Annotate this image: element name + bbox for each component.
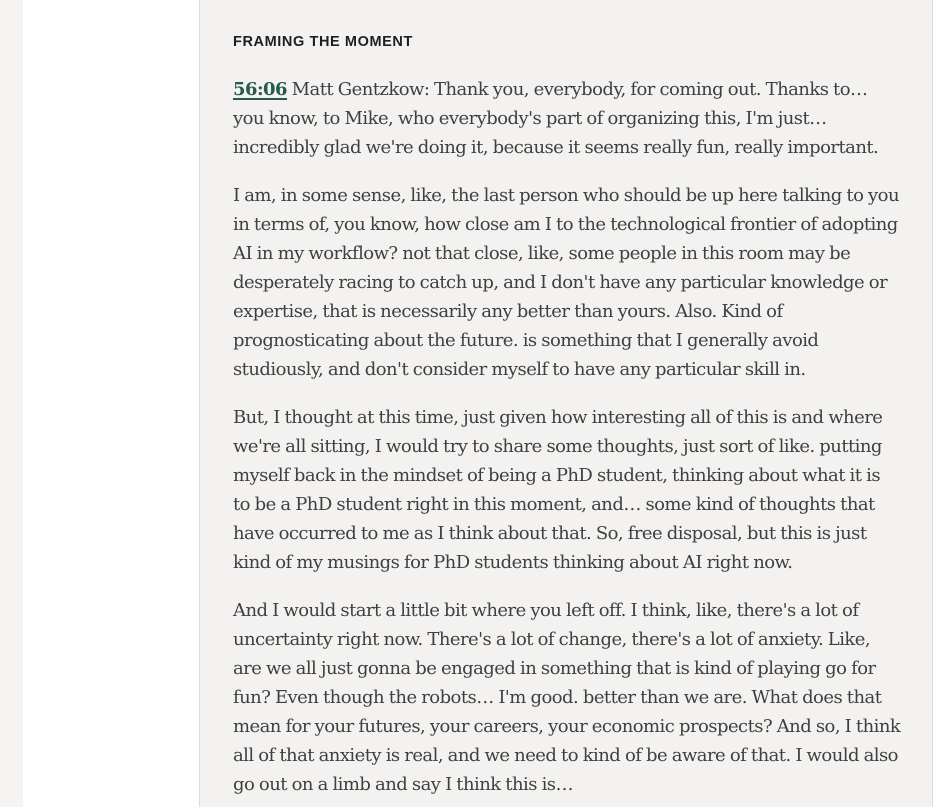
paragraph-text: And I would start a little bit where you left off. I think, like, there's a lot of uncertainty right now. There's a lot of change, there's a lot of anxiety. Like, are we all just gonna be engaged in something that is kind of playing go for fun? Even though the robots… I'm good. better than we are. What does that mean for your futures, your careers, your economic prospects? And so, I think all of that anxiety is real, and we need to kind of be aware of that. I would also go out on a limb and say I think this is…	[233, 600, 901, 795]
transcript-content	[200, 0, 933, 807]
paragraph-text: I am, in some sense, like, the last person who should be up here talking to you in terms of, you know, how close am I to the technological frontier of adopting AI in my workflow? not that close, like, some people in this room may be desperately racing to catch up, and I don't have any particular knowledge or expertise, that is necessarily any better than yours. Also. Kind of prognosticating about the future. is something that I generally avoid studiously, and don't consider myself to have any particular skill in.	[233, 185, 899, 380]
left-gutter	[0, 0, 24, 807]
transcript-paragraph	[233, 181, 901, 384]
transcript-body	[233, 75, 901, 807]
transcript-paragraph	[233, 596, 901, 799]
timestamp-link[interactable]: 56:06	[233, 79, 287, 100]
transcript-paragraph	[233, 75, 901, 162]
transcript-paragraph	[233, 403, 901, 577]
sidebar	[23, 0, 200, 807]
section-heading: FRAMING THE MOMENT	[233, 34, 413, 50]
paragraph-text: Matt Gentzkow: Thank you, everybody, for coming out. Thanks to… you know, to Mike, who everybody's part of organizing this, I'm just… incredibly glad we're doing it, because it seems really fun, really important.	[233, 79, 879, 158]
paragraph-text: But, I thought at this time, just given how interesting all of this is and where we're all sitting, I would try to share some thoughts, just sort of like. putting myself back in the mindset of being a PhD student, thinking about what it is to be a PhD student right in this moment, and… some kind of thoughts that have occurred to me as I think about that. So, free disposal, but this is just kind of my musings for PhD students thinking about AI right now.	[233, 407, 883, 573]
